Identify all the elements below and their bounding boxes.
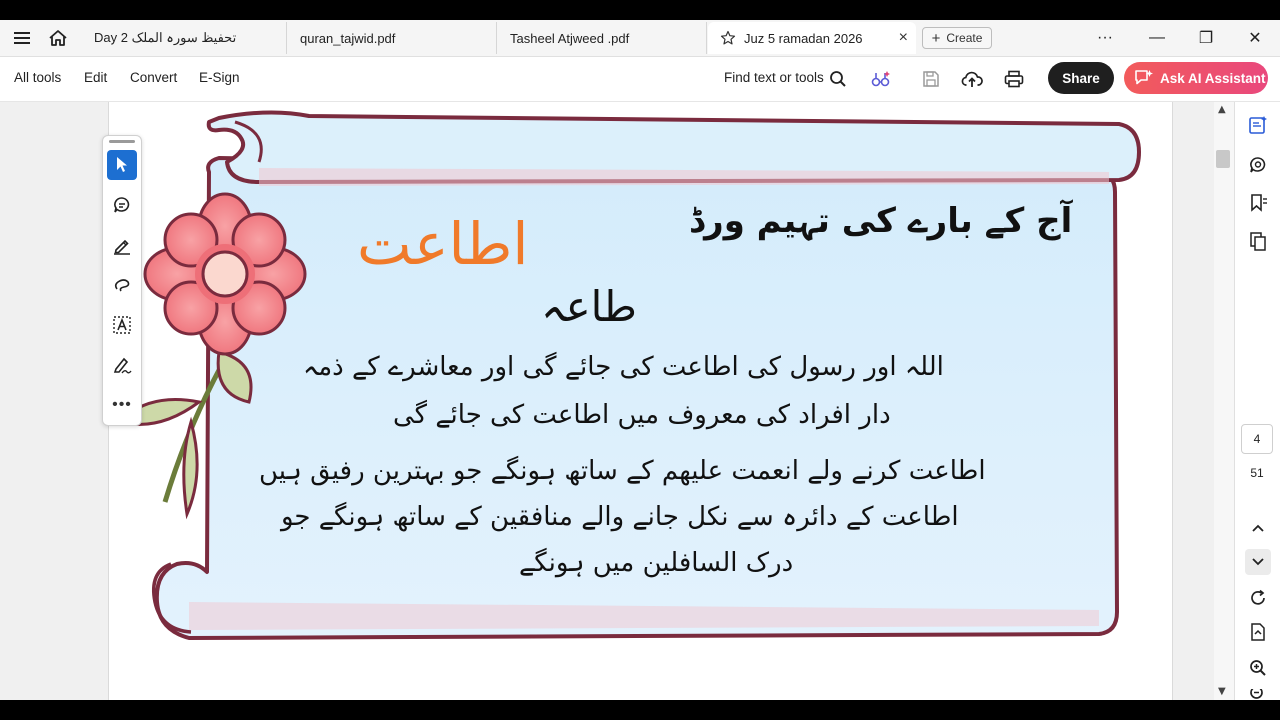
tab-close-button[interactable]: × bbox=[898, 29, 908, 46]
sign-icon[interactable] bbox=[107, 350, 137, 380]
document-line: اطاعت کے دائرہ سے نکل جانے والے منافقین کے ساتھ ہونگے جو bbox=[281, 502, 959, 532]
tab-label: Day 2 تحفیظ سورہ الملک bbox=[94, 30, 237, 45]
search-icon[interactable] bbox=[826, 67, 850, 91]
hamburger-menu-icon[interactable] bbox=[10, 26, 34, 50]
star-icon[interactable] bbox=[720, 30, 736, 46]
document-viewer[interactable] bbox=[0, 102, 1234, 700]
main-toolbar bbox=[0, 57, 1280, 102]
annotation-toolbar bbox=[102, 135, 142, 426]
save-icon[interactable] bbox=[919, 67, 943, 91]
more-options-button[interactable]: ··· bbox=[1097, 29, 1113, 46]
page-fit-icon[interactable] bbox=[1245, 619, 1271, 645]
tab-bar bbox=[0, 20, 1280, 57]
bookmarks-icon[interactable] bbox=[1245, 190, 1271, 216]
comments-panel-icon[interactable] bbox=[1245, 152, 1271, 178]
ai-assistant-icon bbox=[1134, 69, 1154, 87]
close-window-button[interactable]: ✕ bbox=[1248, 30, 1262, 47]
cloud-upload-icon[interactable] bbox=[960, 67, 984, 91]
document-line: اطاعت کرنے ولے انعمت علیھم کے ساتھ ہونگے جو بہترین رفیق ہیں bbox=[259, 456, 986, 486]
drag-handle[interactable] bbox=[109, 140, 135, 143]
current-page-input[interactable]: 4 bbox=[1241, 424, 1273, 454]
next-page-chevron-down-icon[interactable] bbox=[1245, 549, 1271, 575]
create-label: Create bbox=[946, 31, 983, 45]
highlight-pen-icon[interactable] bbox=[107, 230, 137, 260]
plus-icon: + bbox=[931, 29, 941, 47]
create-button[interactable] bbox=[922, 27, 992, 49]
select-cursor-icon[interactable] bbox=[107, 150, 137, 180]
home-icon[interactable] bbox=[46, 26, 70, 50]
tab-label: Juz 5 ramadan 2026 bbox=[744, 30, 863, 46]
acrobat-window bbox=[0, 20, 1280, 700]
ai-assistant-label: Ask AI Assistant bbox=[1160, 70, 1266, 86]
scroll-up-arrow-icon[interactable]: ▲ bbox=[1218, 104, 1226, 115]
tab-quran-tajwid[interactable] bbox=[288, 22, 497, 54]
zoom-in-icon[interactable] bbox=[1245, 655, 1271, 681]
tab-label: Tasheel Atjweed .pdf bbox=[510, 30, 630, 46]
scroll-down-arrow-icon[interactable]: ▼ bbox=[1218, 686, 1226, 697]
zoom-out-icon[interactable] bbox=[1245, 689, 1271, 699]
find-text-button[interactable]: Find text or tools bbox=[724, 70, 824, 85]
rotate-icon[interactable] bbox=[1245, 585, 1271, 611]
document-heading: آج کے بارے کی تہیم ورڈ bbox=[689, 201, 1073, 241]
document-line: درک السافلین میں ہونگے bbox=[519, 548, 794, 578]
vertical-scrollbar[interactable] bbox=[1214, 102, 1234, 700]
document-line: دار افراد کی معروف میں اطاعت کی جائے گی bbox=[393, 400, 891, 430]
restore-button[interactable]: ❐ bbox=[1198, 30, 1214, 47]
ai-compare-icon[interactable] bbox=[869, 67, 893, 91]
print-icon[interactable] bbox=[1002, 67, 1026, 91]
document-line: اللہ اور رسول کی اطاعت کی جائے گی اور معاشرے کے ذمہ bbox=[303, 352, 944, 382]
document-subword: طاعہ bbox=[541, 282, 637, 331]
all-tools-menu[interactable]: All tools bbox=[14, 70, 62, 85]
edit-menu[interactable]: Edit bbox=[84, 70, 108, 85]
comment-icon[interactable] bbox=[107, 190, 137, 220]
pdf-page bbox=[108, 102, 1173, 700]
right-side-panel bbox=[1234, 102, 1280, 700]
share-button[interactable]: Share bbox=[1048, 62, 1114, 94]
document-keyword: اطاعت bbox=[357, 210, 529, 278]
convert-menu[interactable]: Convert bbox=[130, 70, 178, 85]
total-pages-label: 51 bbox=[1250, 466, 1264, 480]
text-box-icon[interactable] bbox=[107, 310, 137, 340]
ai-edit-icon[interactable] bbox=[1245, 112, 1271, 138]
minimize-button[interactable]: — bbox=[1149, 29, 1165, 46]
tab-juz5[interactable] bbox=[708, 22, 916, 54]
ai-assistant-button[interactable] bbox=[1124, 62, 1268, 94]
tab-label: quran_tajwid.pdf bbox=[300, 30, 396, 46]
esign-menu[interactable]: E-Sign bbox=[199, 70, 240, 85]
draw-freehand-icon[interactable] bbox=[107, 270, 137, 300]
tab-day2[interactable] bbox=[82, 22, 287, 54]
previous-page-chevron-up-icon[interactable] bbox=[1245, 515, 1271, 541]
pages-thumbnail-icon[interactable] bbox=[1245, 228, 1271, 254]
scroll-thumb[interactable] bbox=[1216, 150, 1230, 168]
more-tools-icon[interactable]: ••• bbox=[112, 396, 132, 413]
tab-tasheel-atjweed[interactable] bbox=[498, 22, 707, 54]
